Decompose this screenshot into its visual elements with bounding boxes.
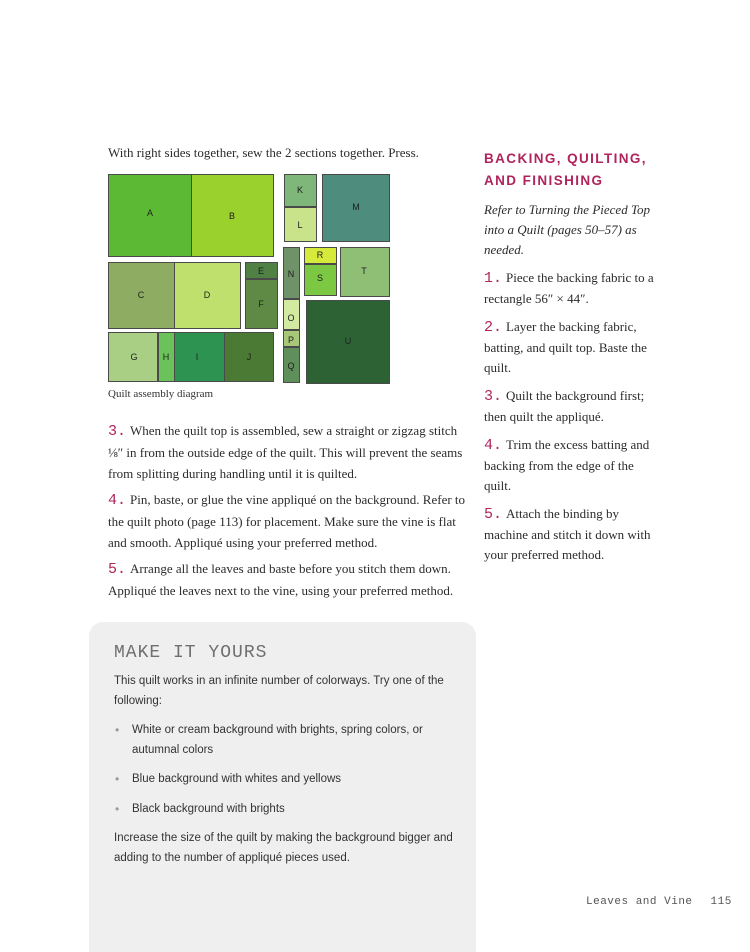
finish-step-2: [484, 317, 659, 378]
label-t: T: [361, 266, 367, 276]
step-number: 3.: [108, 423, 127, 440]
list-item-text: Black background with brights: [132, 802, 285, 815]
step-3: [108, 420, 470, 484]
quilt-assembly-diagram: [108, 174, 390, 384]
heading-line-2: AND FINISHING: [484, 173, 604, 188]
finish-step-4: [484, 435, 659, 496]
label-o: O: [287, 313, 295, 323]
list-item-text: White or cream background with brights, spring colors, or autumnal colors: [132, 724, 423, 756]
step-text: Quilt the background first; then quilt the appliqué.: [484, 388, 645, 424]
sidebar-list: [114, 721, 462, 819]
label-u: U: [344, 336, 352, 346]
bullet-icon: •: [115, 723, 120, 737]
step-text: Attach the binding by machine and stitch it down with your preferred method.: [484, 506, 651, 562]
finish-step-5: [484, 504, 659, 565]
label-q: Q: [287, 361, 295, 371]
step-5: [108, 558, 470, 601]
heading-line-1: BACKING, QUILTING,: [484, 151, 647, 166]
step-number: 4.: [484, 437, 503, 454]
list-item-text: Blue background with whites and yellows: [132, 773, 342, 785]
step-text: Pin, baste, or glue the vine appliqué on the background. Refer to the quilt photo (page 113) for placement. Make sure the vine is flat and smooth. Appliqué using your preferred method.: [108, 492, 466, 550]
reference-note: Refer to Turning the Pieced Top into a Quilt (pages 50–57) as needed.: [484, 202, 650, 257]
list-item: [114, 770, 462, 790]
sidebar-title: MAKE IT YOURS: [114, 643, 268, 663]
label-j: J: [246, 352, 252, 362]
label-l: L: [297, 220, 303, 230]
block-i: [174, 332, 225, 382]
right-column: [484, 148, 659, 573]
bullet-icon: •: [115, 801, 120, 816]
list-item: [114, 721, 462, 760]
label-f: F: [258, 299, 264, 309]
make-it-yours-sidebar: [89, 622, 476, 952]
sidebar-body: [114, 672, 462, 868]
left-column: [108, 144, 468, 161]
step-text: When the quilt top is assembled, sew a straight or zigzag stitch ⅛″ in from the outside edge of the quilt. This will prevent the seams from splitting during handling until it is quilted.: [108, 423, 463, 481]
step-text: Trim the excess batting and backing from the edge of the quilt.: [484, 437, 650, 493]
label-e: E: [257, 266, 265, 276]
page-number: 115: [710, 896, 732, 908]
assembly-steps: [108, 420, 470, 606]
bullet-icon: •: [115, 772, 120, 786]
label-h: H: [162, 352, 170, 362]
label-p: P: [287, 335, 295, 345]
finish-step-1: [484, 268, 659, 309]
step-number: 3.: [484, 388, 503, 405]
label-g: G: [130, 352, 138, 362]
step-number: 5.: [484, 506, 503, 523]
page-footer: [586, 896, 732, 908]
step-4: [108, 489, 470, 553]
step-number: 2.: [484, 319, 503, 336]
label-b: B: [228, 211, 236, 221]
list-item: [114, 800, 462, 820]
step-number: 5.: [108, 561, 127, 578]
label-k: K: [296, 185, 304, 195]
sidebar-intro: This quilt works in an infinite number of colorways. Try one of the following:: [114, 675, 444, 707]
label-n: N: [287, 269, 295, 279]
intro-text: With right sides together, sew the 2 sections together. Press.: [108, 145, 419, 160]
diagram-caption: Quilt assembly diagram: [108, 388, 214, 400]
section-heading: [484, 148, 659, 192]
step-text: Arrange all the leaves and baste before you stitch them down. Appliqué the leaves next to the vine, using your preferred method.: [108, 561, 454, 598]
label-a: A: [146, 208, 154, 218]
label-d: D: [203, 290, 211, 300]
label-m: M: [352, 202, 360, 212]
step-number: 1.: [484, 270, 503, 287]
footer-section-title: Leaves and Vine: [586, 896, 693, 908]
label-r: R: [316, 250, 324, 260]
step-number: 4.: [108, 492, 127, 509]
label-i: I: [195, 352, 199, 362]
step-text: Piece the backing fabric to a rectangle 56″ × 44″.: [484, 270, 654, 306]
finish-step-3: [484, 386, 659, 427]
step-text: Layer the backing fabric, batting, and quilt top. Baste the quilt.: [484, 319, 647, 375]
label-s: S: [316, 273, 324, 283]
sidebar-outro: Increase the size of the quilt by making the background bigger and adding to the number of appliqué pieces used.: [114, 832, 453, 864]
label-c: C: [137, 290, 145, 300]
